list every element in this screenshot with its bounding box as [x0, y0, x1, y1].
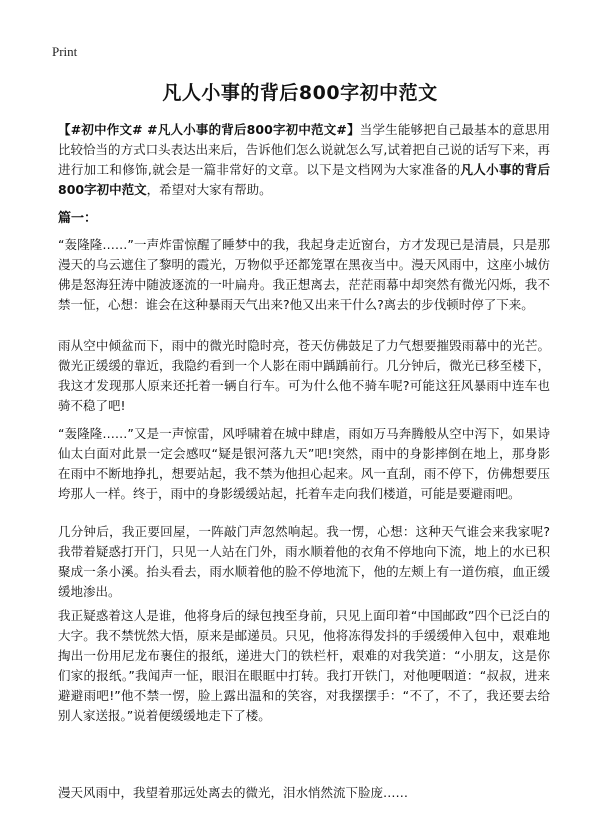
intro-text-1: 当学生能够把自己最基本的意思用比较恰当的方式口头表达出来后，告诉他们怎么说就怎么写,试着把自己说的话写下来，再进行加工和修饰,就会是一篇非常好的文章。以下是文档网为大家准备的 [58, 122, 550, 177]
intro-tag: 【#初中作文# #凡人小事的背后800字初中范文#】 [58, 122, 360, 137]
body-paragraph-6: 漫天风雨中，我望着那远处离去的微光，泪水悄然流下脸庞…… [58, 785, 409, 800]
print-label: Print [52, 44, 78, 59]
body-paragraph-3: “轰隆隆……”又是一声惊雷，风呼啸着在城中肆虐，雨如万马奔腾般从空中泻下，如果诗仙太白面对此景一定会感叹“疑是银河落九天”吧!突然，雨中的身影摔倒在地上，那身影在雨中不断地挣扎，想要站起，我不禁为他担心起来。风一直刮，雨不停下，仿佛想要压垮那人一样。终于，雨中的身影缓缓站起，托着车走向我们楼道，可能是要避雨吧。 [58, 426, 550, 501]
body-paragraph-5: 我正疑惑着这人是谁，他将身后的绿包拽至身前，只见上面印着“中国邮政”四个已泛白的大字。我不禁恍然大悟，原来是邮递员。只见，他将冻得发抖的手缓缓伸入包中，艰难地掏出一份用尼龙布裹住的报纸，递进大门的铁栏杆，艰难的对我笑道：“小朋友，这是你们家的报纸。”我闻声一怔，眼泪在眼眶中打转。我打开铁门，对他哽咽道：“叔叔，进来避避雨吧!”他不禁一愣，脸上露出温和的笑容，对我摆摆手：“不了，不了，我还要去给别人家送报。”说着便缓缓地走下了楼。 [58, 608, 550, 723]
document-title: 凡人小事的背后800字初中范文 [162, 82, 438, 104]
intro-text-2: ，希望对大家有帮助。 [146, 182, 272, 197]
body-paragraph-1: “轰隆隆……”一声炸雷惊醒了睡梦中的我，我起身走近窗台，方才发现已是清晨，只是那漫天的乌云遮住了黎明的霞光，万物似乎还都笼罩在黑夜当中。漫天风雨中，这座小城仿佛是怒海狂涛中随波逐流的一叶扁舟。我正想离去，茫茫雨幕中却突然有微光闪烁，我不禁一怔，心想：谁会在这种暴雨天气出来?他又出来干什么?离去的步伐顿时停了下来。 [58, 237, 550, 312]
body-paragraph-4: 几分钟后，我正要回屋，一阵敲门声忽然响起。我一愣，心想：这种天气谁会来我家呢?我带着疑惑打开门，只见一人站在门外，雨水顺着他的衣角不停地向下流，地上的水已积聚成一条小溪。抬头看去，雨水顺着他的脸不停地流下，他的左颊上有一道伤痕，血正缓缓地渗出。 [58, 524, 550, 599]
body-paragraph-2: 雨从空中倾盆而下，雨中的微光时隐时亮，苍天仿佛鼓足了力气想要摧毁雨幕中的光芒。微光正缓缓的靠近，我隐约看到一个人影在雨中踽踽前行。几分钟后，微光已移至楼下，我这才发现那人原来还托着一辆自行车。可为什么他不骑车呢?可能这狂风暴雨中连车也骑不稳了吧! [58, 338, 550, 413]
intro-bold-title: 凡人小事的背后800字初中范文 [58, 162, 550, 197]
section-heading: 篇一： [58, 211, 98, 226]
intro-paragraph [58, 120, 550, 200]
